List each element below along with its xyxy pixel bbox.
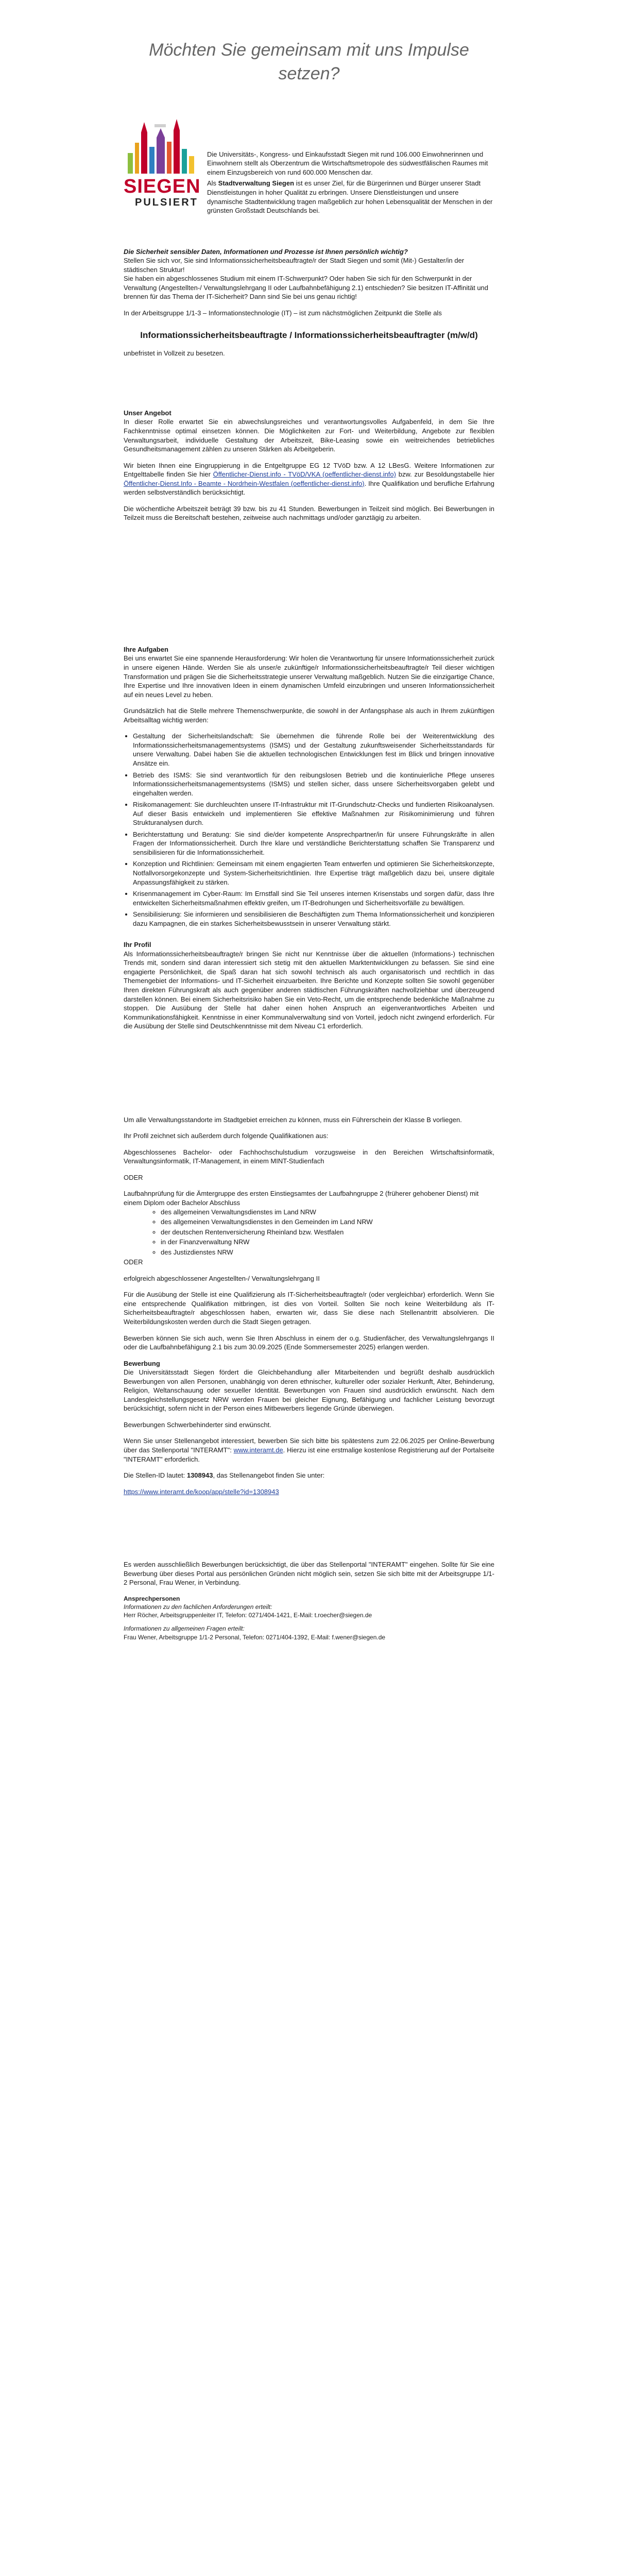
profile-paragraph-2: Um alle Verwaltungsstandorte im Stadtgebiet erreichen zu können, muss ein Führerschein der Klasse B vorliegen. [124, 1115, 462, 1124]
lead-question: Die Sicherheit sensibler Daten, Informationen und Prozesse ist Ihnen persönlich wichtig? [124, 247, 408, 256]
career-path-list [124, 1208, 494, 1257]
list-item: • Betrieb des ISMS: Sie sind verantwortlich für den reibungslosen Betrieb und die kontinuierliche Pflege unseres Informationssicherheitsmanagementsystems (ISMS) und stellen sicher, dass unsere Sicherheitsvorgaben gelebt und eingehalten werden. [133, 771, 494, 798]
interamt-link[interactable]: www.interamt.de [233, 1446, 283, 1454]
contact-2: Frau Wener, Arbeitsgruppe 1/1-2 Personal, Telefon: 0271/404-1392, E-Mail: f.wener@siegen.de [124, 1633, 386, 1641]
contact-block [124, 1595, 494, 1641]
job-offer-link[interactable]: https://www.interamt.de/koop/app/stelle?id=1308943 [124, 1487, 279, 1496]
list-item: ◦ des allgemeinen Verwaltungsdienstes in den Gemeinden im Land NRW [161, 1217, 494, 1227]
intro-paragraph-2: Als Stadtverwaltung Siegen ist es unser Ziel, für die Bürgerinnen und Bürger unserer Stadt Dienstleistungen in hoher Qualität zu erbringen. Unsere Dienstleistungen und unsere dynamische Stadtentwicklung tragen maßgeblich zur hohen Lebensqualität der Menschen in der grünsten Großstadt Deutschlands bei. [207, 179, 493, 215]
tasks-paragraph-2: Grundsätzlich hat die Stelle mehrere Themenschwerpunkte, die sowohl in der Anfangsphase als auch in Ihrem zukünftigen Arbeitsalltag wichtig werden: [124, 707, 494, 724]
job-title: Informationssicherheitsbeauftragte / Informationssicherheitsbeauftragter (m/w/d) [140, 330, 478, 341]
application-link-paragraph [124, 1487, 494, 1497]
profile-paragraph-1: Als Informationssicherheitsbeauftragte/r bringen Sie nicht nur Kenntnisse über die aktuellen (Informations-) technischen Trends mit, sondern sind daran interessiert sich stetig mit den aktuellen Marktentwicklungen zu befassen. Sie sind eine engagierte Persönlichkeit, die Spaß daran hat sich sowohl technisch als auch organisatorisch und rechtlich in das Themengebiet der Informations- und IT-Sicherheit einzuarbeiten. Ihre Berichte und Konzepte sollten Sie sowohl gegenüber Ihren direkten Führungskraft als auch gegenüber anderen städtischen Führungskräften nachvollziehbar und überzeugend darstellen können. Bei einem Sicherheitsrisiko haben Sie ein Veto-Recht, um die entsprechende bedenkliche Maßnahme zu stoppen. Die Ausübung der Stelle hat daher einen hohen Anspruch an eigenverantwortliches Arbeiten und Kommunikationsfähigkeit. Kenntnisse in einer Kommunalverwaltung sind von Vorteil, jedoch nicht zwingend erforderlich. Für die Ausübung der Stelle sind Deutschkenntnisse mit dem Niveau C1 erforderlich. [124, 950, 494, 1030]
job-id: 1308943 [186, 1471, 213, 1480]
profile-title: Ihr Profil [124, 941, 151, 949]
application-paragraph-1: Die Universitätsstadt Siegen fördert die Gleichbehandlung aller Mitarbeitenden und begrüßt deshalb ausdrücklich Bewerbungen von allen Personen, unabhängig von deren ethnischer, kultureller oder sozialer Herkunft, Alter, Behinderung, Religion, Weltanschauung oder sexueller Identität. Bewerbungen von Frauen sind ausdrücklich erwünscht. Nach dem Landesgleichstellungsgesetz NRW werden Frauen bei gleicher Eignung, Befähigung und fachlicher Leistung bevorzugt berücksichtigt, sofern nicht in der Person eines Mitbewerbers liegende Gründe überwiegen. [124, 1368, 494, 1413]
application-paragraph-4: Die Stellen-ID lautet: 1308943, das Stellenangebot finden Sie unter: [124, 1471, 325, 1480]
city-skyline-icon [124, 117, 201, 174]
contact-1: Herr Röcher, Arbeitsgruppenleiter IT, Telefon: 0271/404-1421, E-Mail: t.roecher@siegen.de [124, 1612, 372, 1619]
intro-paragraph-1: Die Universitäts-, Kongress- und Einkaufsstadt Siegen mit rund 106.000 Einwohnerinnen und Einwohnern stellt als Oberzentrum die Wirtschaftsmetropole des südwestfälischen Raumes mit einem Einzugsbereich von rund 600.000 Menschen dar. [207, 150, 488, 176]
siegen-pulsiert-logo [124, 117, 201, 207]
lead-paragraph-3: In der Arbeitsgruppe 1/1-3 – Informationstechnologie (IT) – ist zum nächstmöglichen Zeitpunkt die Stelle als [124, 309, 442, 317]
tasks-paragraph-1: Bei uns erwartet Sie eine spannende Herausforderung: Wir holen die Verantwortung für unsere Informationssicherheit zurück in unsere eigenen Hände. Werden Sie als unser/e zukünftige/r Informationssicherheitsbeauftragte/r Teil dieser wichtigen Transformation und prägen Sie die Sicherheitsstrategie unserer Verwaltung maßgeblich. Nutzen Sie die einzigartige Chance, Ihre Expertise und Ihre innovativen Ideen in einem dynamischen Umfeld einzubringen und unseren Informationssicherheit auf ein neues Level zu heben. [124, 654, 494, 699]
profile-paragraph-7: Für die Ausübung der Stelle ist eine Qualifizierung als IT-Sicherheitsbeauftragte/r (oder vergleichbar) erforderlich. Wenn Sie eine entsprechende Qualifikation mitbringen, ist dies von Vorteil. Sollten Sie noch keine Weiterbildung als IT-Sicherheitsbeauftragte/r abgeschlossen haben, erwarten wir, dass Sie diese nach Stellenantritt absolvieren. Die Weiterbildungskosten werden durch die Stadt Siegen getragen. [124, 1291, 494, 1326]
offer-paragraph-1: In dieser Rolle erwartet Sie ein abwechslungsreiches und verantwortungsvolles Aufgabenfeld, in dem Sie Ihre Fachkenntnisse optimal einsetzen können. Die Möglichkeiten zur Fort- und Weiterbildung, Angebote zur flexiblen Verwaltungsarbeit, individuelle Gestaltung der Arbeitszeit, Bike-Leasing sowie ein weitreichendes betriebliches Gesundheitsmanagement zählen zu unseren Stärken als Arbeitgeberin. [124, 418, 494, 453]
list-item: ◦ des allgemeinen Verwaltungsdienstes im Land NRW [161, 1208, 494, 1217]
offer-title: Unser Angebot [124, 409, 171, 417]
list-item: • Krisenmanagement im Cyber-Raum: Im Ernstfall sind Sie Teil unseres internen Krisenstabs und sorgen dafür, dass Ihre entwickelten Sicherheitsmaßnahmen effektiv greifen, um IT-Bedrohungen und Sicherheitsvorfälle zu bewältigen. [133, 889, 494, 907]
application-paragraph-3: Wenn Sie unser Stellenangebot interessiert, bewerben Sie sich bitte bis spätestens zum 22.06.2025 per Online-Bewerbung über das Stellenportal "INTERAMT": www.interamt.de. Hierzu ist eine erstmalige kostenlose Registrierung auf der Portalseite "INTERAMT" erforderlich. [124, 1437, 494, 1463]
list-item: ◦ des Justizdienstes NRW [161, 1248, 494, 1257]
profile-paragraph-6: erfolgreich abgeschlossener Angestellten-/ Verwaltungslehrgang II [124, 1274, 320, 1282]
contact-2-label: Informationen zu allgemeinen Fragen erteilt: [124, 1625, 245, 1633]
lead-paragraph-1: Stellen Sie sich vor, Sie sind Informationssicherheitsbeauftragte/r der Stadt Siegen und somit (Mit-) Gestalter/in der städtischen Struktur! [124, 257, 465, 274]
lead-paragraph-2: Sie haben ein abgeschlossenes Studium mit einem IT-Schwerpunkt? Oder haben Sie sich für den Schwerpunkt in der Verwaltung (Angestellten-/ Verwaltungslehrgang II oder Laufbahnbefähigung 2.1) entschieden? Sie besitzen IT-Affinität und brennen für das Thema der IT-Sicherheit? Dann sind Sie bei uns genau richtig! [124, 275, 489, 301]
list-item: ◦ in der Finanzverwaltung NRW [161, 1238, 494, 1247]
or-separator-2: ODER [124, 1258, 143, 1266]
headline: Möchten Sie gemeinsam mit uns Impulse setzen? [149, 40, 469, 83]
logo-word-pulsiert: PULSIERT [135, 196, 198, 208]
application-title: Bewerbung [124, 1359, 160, 1367]
contact-title: Ansprechpersonen [124, 1595, 180, 1602]
job-posting-page [124, 0, 494, 1641]
profile-paragraph-3: Ihr Profil zeichnet sich außerdem durch folgende Qualifikationen aus: [124, 1132, 329, 1140]
tasks-list [124, 732, 494, 928]
profile-paragraph-4: Abgeschlossenes Bachelor- oder Fachhochschulstudium vorzugsweise in den Bereichen Wirtschaftsinformatik, Verwaltungsinformatik, IT-Management, in einem MINT-Studienfach [124, 1148, 494, 1165]
list-item: • Sensibilisierung: Sie informieren und sensibilisieren die Beschäftigten zum Thema Informationssicherheit und konzipieren dazu Kampagnen, die ein starkes Sicherheitsbewusstsein in unserer Verwaltung stärkt. [133, 910, 494, 928]
pay-scale-link[interactable]: Öffentlicher-Dienst.Info - Beamte - Nordrhein-Westfalen (oeffentlicher-dienst.info) [124, 479, 365, 487]
application-paragraph-2: Bewerbungen Schwerbehinderter sind erwünscht. [124, 1420, 271, 1429]
list-item: • Berichterstattung und Beratung: Sie sind die/der kompetente Ansprechpartner/in für unsere Führungskräfte in allen Fragen der Informationssicherheit. Durch Ihre klare und verständliche Berichterstattung schaffen Sie Transparenz und sensibilisieren für die Informationssicherheit. [133, 830, 494, 857]
list-item: • Konzeption und Richtlinien: Gemeinsam mit einem engagierten Team entwerfen und optimieren Sie Sicherheitskonzepte, Notfallvorsorgekonzepte und System-Sicherheitsrichtlinien. Ihre Expertise trägt maßgeblich dazu bei, unsere digitale Anpassungsfähigkeit zu stärken. [133, 859, 494, 887]
list-item: ◦ der deutschen Rentenversicherung Rheinland bzw. Westfalen [161, 1228, 494, 1237]
offer-paragraph-3: Die wöchentliche Arbeitszeit beträgt 39 bzw. bis zu 41 Stunden. Bewerbungen in Teilzeit sind möglich. Bei Bewerbungen in Teilzeit muss die Bereitschaft bestehen, zeitweise auch nachmittags und/oder ganztägig zu arbeiten. [124, 504, 494, 522]
list-item: • Gestaltung der Sicherheitslandschaft: Sie übernehmen die führende Rolle bei der Weiterentwicklung des Informationssicherheitsmanagementsystems (ISMS) und der Gestaltung zukunftsweisender Sicherheitsstandards für unsere Verwaltung. Dabei haben Sie die aktuellen technologischen Entwicklungen fest im Blick und bringen innovative Ansätze ein. [133, 732, 494, 768]
contact-1-label: Informationen zu den fachlichen Anforderungen erteilt: [124, 1603, 272, 1611]
or-separator-1: ODER [124, 1173, 143, 1181]
list-item: • Risikomanagement: Sie durchleuchten unsere IT-Infrastruktur mit IT-Grundschutz-Checks und fundierten Risikoanalysen. Auf dieser Basis entwickeln und implementieren Sie effektive Maßnahmen zur Risikominimierung und führen Strukturanalysen durch. [133, 800, 494, 827]
intro-text [207, 150, 494, 223]
offer-paragraph-2: Wir bieten Ihnen eine Eingruppierung in die Entgeltgruppe EG 12 TVöD bzw. A 12 LBesG. Weitere Informationen zur Entgelttabelle finden Sie hier Öffentlicher-Dienst.info - TVöD/VKA (oeffentlicher-dienst.info) bzw. zur Besoldungstabelle hier Öffentlicher-Dienst.Info - Beamte - Nordrhein-Westfalen (oeffentlicher-dienst.info). Ihre Qualifikation und berufliche Erfahrung werden selbstverständlich berücksichtigt. [124, 461, 494, 497]
profile-paragraph-5: Laufbahnprüfung für die Ämtergruppe des ersten Einstiegsamtes der Laufbahngruppe 2 (früherer gehobener Dienst) mit einem Diplom oder Bachelor Abschluss [124, 1190, 479, 1207]
job-subtitle: unbefristet in Vollzeit zu besetzen. [124, 349, 225, 358]
footer-paragraph: Es werden ausschließlich Bewerbungen berücksichtigt, die über das Stellenportal "INTERAMT" eingehen. Sollte für Sie eine Bewerbung über dieses Portal aus persönlichen Gründen nicht möglich sein, setzen Sie sich bitte mit der Arbeitsgruppe 1/1-2 Personal, Frau Wener, in Verbindung. [124, 1561, 494, 1587]
salary-table-link[interactable]: Öffentlicher-Dienst.info - TVöD/VKA (oeffentlicher-dienst.info) [213, 470, 396, 479]
tasks-title: Ihre Aufgaben [124, 645, 168, 653]
profile-paragraph-8: Bewerben können Sie sich auch, wenn Sie Ihren Abschluss in einem der o.g. Studienfächer, des Verwaltungslehrgangs II oder die Laufbahnbefähigung 2.1 bis zum 30.09.2025 (Ende Sommersemester 2025) erlangen werden. [124, 1334, 494, 1351]
logo-word-siegen: SIEGEN [124, 175, 201, 197]
intro-block [124, 117, 494, 223]
